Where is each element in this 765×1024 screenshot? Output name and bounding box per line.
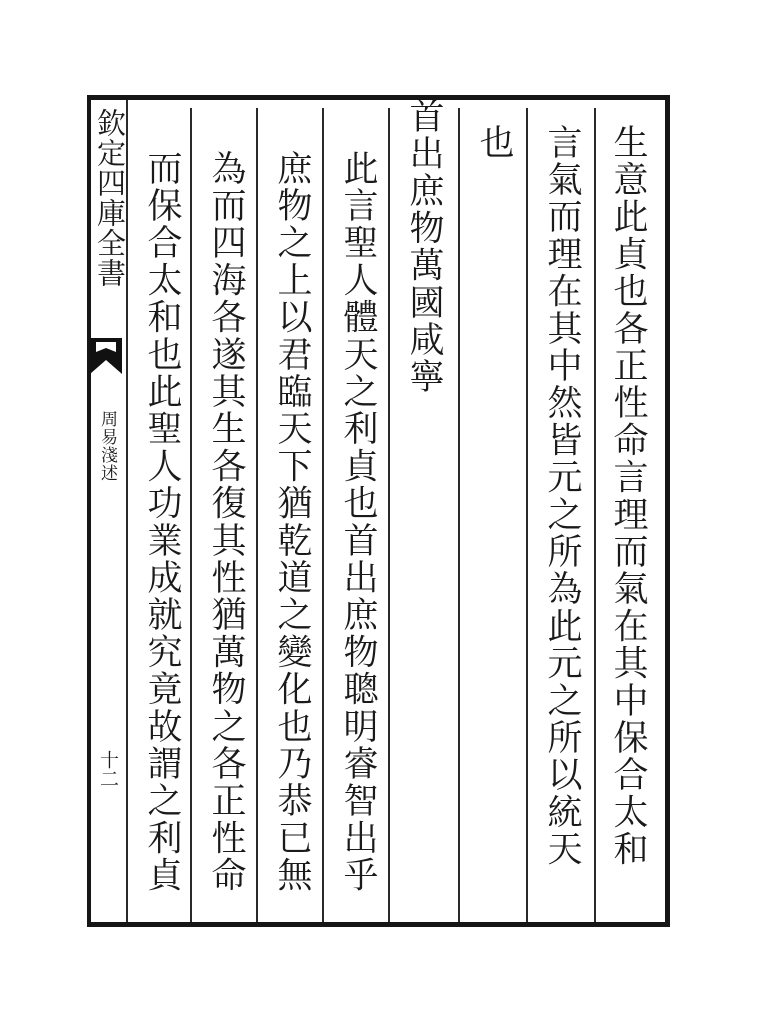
column-rule-3 xyxy=(322,108,324,922)
bottom-border xyxy=(87,922,670,927)
text-column-2: 言氣而理在其中然皆元之所為此元之所以統天 xyxy=(542,124,582,868)
column-rule-1 xyxy=(190,108,192,922)
column-rule-7 xyxy=(594,108,596,922)
right-border xyxy=(665,95,670,927)
column-rule-4 xyxy=(388,108,390,922)
text-column-3: 也 xyxy=(474,124,514,162)
text-column-4: 首出庶物萬國咸寧 xyxy=(404,98,444,396)
text-column-6: 庶物之上以君臨天下猶乾道之變化也乃恭已無 xyxy=(272,150,312,894)
fish-tail-icon xyxy=(90,338,122,374)
section-title: 周易淺述 xyxy=(97,410,117,482)
text-column-8: 而保合太和也此聖人功業成就究竟故謂之利貞 xyxy=(142,150,182,894)
column-rule-5 xyxy=(458,108,460,922)
text-column-1: 生意此貞也各正性命言理而氣在其中保合太和 xyxy=(608,124,648,868)
text-column-7: 為而四海各遂其生各復其性猶萬物之各正性命 xyxy=(206,150,246,894)
text-column-5: 此言聖人體天之利貞也首出庶物聰明睿智出乎 xyxy=(338,150,378,894)
top-border xyxy=(87,95,670,100)
page-number: 十二 xyxy=(97,750,119,788)
book-title: 欽定四庫全書 xyxy=(93,108,127,288)
column-rule-2 xyxy=(256,108,258,922)
column-rule-6 xyxy=(526,108,528,922)
